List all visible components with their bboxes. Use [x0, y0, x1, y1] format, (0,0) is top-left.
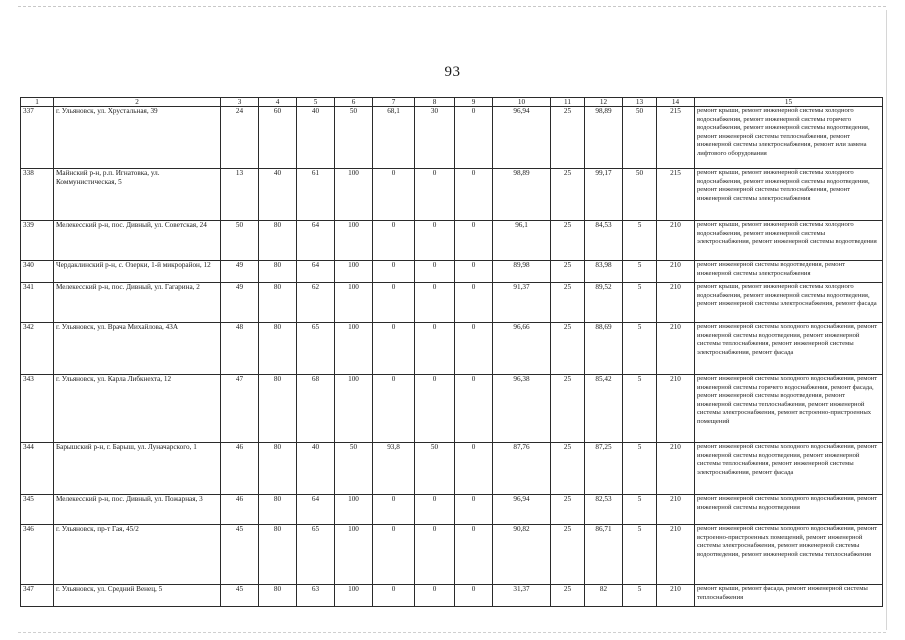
table-cell: 100	[335, 495, 373, 525]
table-row	[21, 443, 883, 495]
column-header-11: 11	[551, 98, 585, 107]
table-cell: 0	[373, 221, 415, 261]
table-cell: 25	[551, 585, 585, 607]
table-cell: 80	[259, 323, 297, 375]
column-header-6: 6	[335, 98, 373, 107]
table-cell: 100	[335, 261, 373, 283]
table-cell: 65	[297, 525, 335, 585]
works-cell: ремонт крыши, ремонт инженерной системы холодного водоснабжения, ремонт инженерной системы горячего водоснабжения, ремонт инженерной системы водоотведения, ремонт инженерной системы теплоснабжения, ремонт инженерной системы электроснабжения, ремонт или замена лифтового оборудования	[695, 107, 883, 169]
table-cell: 100	[335, 283, 373, 323]
scan-right-edge	[886, 10, 887, 630]
table-cell: 89,52	[585, 283, 623, 323]
table-cell: 0	[455, 495, 493, 525]
works-cell: ремонт крыши, ремонт инженерной системы холодного водоснабжения, ремонт инженерной системы водоотведения, ремонт инженерной системы теплоснабжения, ремонт инженерной системы электроснабжения	[695, 169, 883, 221]
address-cell: Мелекесский р-н, пос. Дивный, ул. Гагарина, 2	[54, 283, 221, 323]
table-cell: 83,98	[585, 261, 623, 283]
table-cell: 96,66	[493, 323, 551, 375]
row-number-cell: 340	[21, 261, 54, 283]
table-cell: 0	[415, 323, 455, 375]
address-cell: Чердаклинский р-н, с. Озерки, 1-й микрорайон, 12	[54, 261, 221, 283]
table-cell: 96,94	[493, 495, 551, 525]
table-cell: 40	[297, 443, 335, 495]
table-cell: 68	[297, 375, 335, 443]
table-cell: 0	[373, 525, 415, 585]
column-header-8: 8	[415, 98, 455, 107]
table-cell: 50	[623, 169, 657, 221]
table-cell: 90,82	[493, 525, 551, 585]
table-cell: 64	[297, 261, 335, 283]
table-row	[21, 585, 883, 607]
table-cell: 0	[455, 169, 493, 221]
table-cell: 0	[455, 221, 493, 261]
table-cell: 100	[335, 375, 373, 443]
table-cell: 0	[373, 169, 415, 221]
column-header-7: 7	[373, 98, 415, 107]
table-cell: 84,53	[585, 221, 623, 261]
table-cell: 0	[415, 221, 455, 261]
table-cell: 210	[657, 261, 695, 283]
address-cell: г. Ульяновск, ул. Хрустальная, 39	[54, 107, 221, 169]
table-cell: 5	[623, 261, 657, 283]
column-header-12: 12	[585, 98, 623, 107]
table-row	[21, 283, 883, 323]
table-cell: 47	[221, 375, 259, 443]
table-cell: 60	[259, 107, 297, 169]
table-cell: 0	[373, 495, 415, 525]
table-cell: 5	[623, 495, 657, 525]
table-cell: 215	[657, 107, 695, 169]
works-cell: ремонт инженерной системы холодного водоснабжения, ремонт встроенно-пристроенных помещений, ремонт инженерной системы электроснабжения, ремонт инженерной системы водоотведения, ремонт инженерной системы теплоснабжения	[695, 525, 883, 585]
table-cell: 210	[657, 585, 695, 607]
table-cell: 210	[657, 525, 695, 585]
table-cell: 0	[415, 525, 455, 585]
table-cell: 25	[551, 261, 585, 283]
repair-program-table	[20, 97, 883, 607]
works-cell: ремонт инженерной системы холодного водоснабжения, ремонт инженерной системы водоотведения, ремонт инженерной системы теплоснабжения, ремонт инженерной системы электроснабжения, ремонт фасада	[695, 443, 883, 495]
works-cell: ремонт крыши, ремонт инженерной системы холодного водоснабжения, ремонт инженерной системы водоотведения, ремонт инженерной системы электроснабжения, ремонт фасада	[695, 283, 883, 323]
table-cell: 80	[259, 375, 297, 443]
column-header-2: 2	[54, 98, 221, 107]
table-cell: 0	[415, 375, 455, 443]
table-cell: 63	[297, 585, 335, 607]
scan-bottom-edge	[18, 632, 886, 633]
table-cell: 0	[373, 585, 415, 607]
table-cell: 0	[415, 585, 455, 607]
row-number-cell: 346	[21, 525, 54, 585]
table-cell: 100	[335, 525, 373, 585]
row-number-cell: 345	[21, 495, 54, 525]
table-cell: 0	[373, 283, 415, 323]
column-header-9: 9	[455, 98, 493, 107]
table-cell: 91,37	[493, 283, 551, 323]
address-cell: г. Ульяновск, ул. Врача Михайлова, 43А	[54, 323, 221, 375]
scan-top-edge	[18, 6, 886, 7]
table-cell: 25	[551, 221, 585, 261]
table-cell: 45	[221, 585, 259, 607]
table-cell: 31,37	[493, 585, 551, 607]
table-cell: 64	[297, 221, 335, 261]
table-cell: 25	[551, 375, 585, 443]
table-cell: 210	[657, 495, 695, 525]
table-cell: 49	[221, 261, 259, 283]
table-cell: 210	[657, 283, 695, 323]
table-cell: 80	[259, 495, 297, 525]
table-cell: 5	[623, 525, 657, 585]
table-cell: 210	[657, 375, 695, 443]
row-number-cell: 342	[21, 323, 54, 375]
column-header-15: 15	[695, 98, 883, 107]
table-cell: 98,89	[585, 107, 623, 169]
table-cell: 0	[373, 375, 415, 443]
table-cell: 64	[297, 495, 335, 525]
table-row	[21, 221, 883, 261]
table-cell: 46	[221, 443, 259, 495]
column-header-3: 3	[221, 98, 259, 107]
table-cell: 89,98	[493, 261, 551, 283]
table-cell: 80	[259, 443, 297, 495]
row-number-cell: 343	[21, 375, 54, 443]
table-row	[21, 375, 883, 443]
table-cell: 80	[259, 585, 297, 607]
table-cell: 25	[551, 443, 585, 495]
table-cell: 0	[455, 585, 493, 607]
table-cell: 0	[455, 261, 493, 283]
works-cell: ремонт инженерной системы холодного водоснабжения, ремонт инженерной системы водоотведения	[695, 495, 883, 525]
table-cell: 40	[297, 107, 335, 169]
table-cell: 82	[585, 585, 623, 607]
table-cell: 0	[415, 495, 455, 525]
table-cell: 50	[221, 221, 259, 261]
works-cell: ремонт крыши, ремонт инженерной системы холодного водоснабжения, ремонт инженерной системы электроснабжения, ремонт инженерной системы водоотведения	[695, 221, 883, 261]
table-cell: 25	[551, 169, 585, 221]
table-cell: 0	[455, 283, 493, 323]
table-cell: 0	[455, 107, 493, 169]
column-header-13: 13	[623, 98, 657, 107]
table-cell: 0	[373, 261, 415, 283]
table-cell: 0	[455, 525, 493, 585]
table-cell: 0	[455, 375, 493, 443]
table-cell: 13	[221, 169, 259, 221]
table-cell: 80	[259, 261, 297, 283]
row-number-cell: 338	[21, 169, 54, 221]
table-cell: 87,76	[493, 443, 551, 495]
table-row	[21, 323, 883, 375]
table-cell: 45	[221, 525, 259, 585]
table-cell: 50	[335, 443, 373, 495]
table-cell: 0	[415, 169, 455, 221]
table-cell: 68,1	[373, 107, 415, 169]
table-cell: 82,53	[585, 495, 623, 525]
table-cell: 215	[657, 169, 695, 221]
table-cell: 87,25	[585, 443, 623, 495]
table-cell: 25	[551, 283, 585, 323]
works-cell: ремонт инженерной системы холодного водоснабжения, ремонт инженерной системы горячего водоснабжения, ремонт фасада, ремонт инженерной системы водоотведения, ремонт инженерной системы теплоснабжения, ремонт инженерной системы электроснабжения, ремонт встроенно-пристроенных помещений	[695, 375, 883, 443]
table-cell: 48	[221, 323, 259, 375]
table-body	[21, 107, 883, 607]
row-number-cell: 337	[21, 107, 54, 169]
table-cell: 88,69	[585, 323, 623, 375]
table-cell: 210	[657, 323, 695, 375]
table-cell: 96,1	[493, 221, 551, 261]
table-cell: 46	[221, 495, 259, 525]
table-cell: 25	[551, 323, 585, 375]
table-cell: 80	[259, 283, 297, 323]
table-cell: 0	[415, 261, 455, 283]
table-cell: 210	[657, 443, 695, 495]
table-cell: 50	[623, 107, 657, 169]
table-cell: 210	[657, 221, 695, 261]
column-header-14: 14	[657, 98, 695, 107]
row-number-cell: 344	[21, 443, 54, 495]
table-cell: 24	[221, 107, 259, 169]
address-cell: Барышский р-н, г. Барыш, ул. Луначарского, 1	[54, 443, 221, 495]
column-header-4: 4	[259, 98, 297, 107]
table-cell: 99,17	[585, 169, 623, 221]
table-cell: 93,8	[373, 443, 415, 495]
table-cell: 100	[335, 169, 373, 221]
table-cell: 86,71	[585, 525, 623, 585]
row-number-cell: 347	[21, 585, 54, 607]
table-header-row	[21, 98, 883, 107]
table-cell: 100	[335, 221, 373, 261]
works-cell: ремонт крыши, ремонт фасада, ремонт инженерной системы теплоснабжения	[695, 585, 883, 607]
address-cell: г. Ульяновск, пр-т Гая, 45/2	[54, 525, 221, 585]
works-cell: ремонт инженерной системы водоотведения, ремонт инженерной системы электроснабжения	[695, 261, 883, 283]
table-cell: 80	[259, 221, 297, 261]
table-row	[21, 525, 883, 585]
table-cell: 25	[551, 525, 585, 585]
table-cell: 61	[297, 169, 335, 221]
address-cell: г. Ульяновск, ул. Средний Венец, 5	[54, 585, 221, 607]
address-cell: г. Ульяновск, ул. Карла Либкнехта, 12	[54, 375, 221, 443]
table-cell: 62	[297, 283, 335, 323]
page-number: 93	[444, 64, 461, 80]
table-cell: 5	[623, 585, 657, 607]
table-cell: 5	[623, 443, 657, 495]
column-header-1: 1	[21, 98, 54, 107]
table-cell: 80	[259, 525, 297, 585]
address-cell: Мелекесский р-н, пос. Дивный, ул. Пожарная, 3	[54, 495, 221, 525]
table-cell: 40	[259, 169, 297, 221]
table-row	[21, 107, 883, 169]
table-cell: 100	[335, 585, 373, 607]
table-cell: 0	[455, 443, 493, 495]
address-cell: Мелекесский р-н, пос. Дивный, ул. Советская, 24	[54, 221, 221, 261]
table-cell: 96,94	[493, 107, 551, 169]
table-cell: 0	[415, 283, 455, 323]
table-cell: 5	[623, 375, 657, 443]
table-cell: 0	[373, 323, 415, 375]
table-cell: 0	[455, 323, 493, 375]
table-cell: 98,89	[493, 169, 551, 221]
table-cell: 49	[221, 283, 259, 323]
table-cell: 65	[297, 323, 335, 375]
table-cell: 50	[415, 443, 455, 495]
table-cell: 100	[335, 323, 373, 375]
table-row	[21, 169, 883, 221]
table-cell: 85,42	[585, 375, 623, 443]
table-cell: 5	[623, 221, 657, 261]
table-cell: 5	[623, 323, 657, 375]
table-row	[21, 261, 883, 283]
column-header-10: 10	[493, 98, 551, 107]
row-number-cell: 339	[21, 221, 54, 261]
column-header-5: 5	[297, 98, 335, 107]
address-cell: Майнский р-н, р.п. Игнатовка, ул. Коммунистическая, 5	[54, 169, 221, 221]
table-cell: 50	[335, 107, 373, 169]
table-cell: 25	[551, 107, 585, 169]
table-cell: 96,38	[493, 375, 551, 443]
table-cell: 5	[623, 283, 657, 323]
table-row	[21, 495, 883, 525]
table-cell: 25	[551, 495, 585, 525]
works-cell: ремонт инженерной системы холодного водоснабжения, ремонт инженерной системы водоотведения, ремонт инженерной системы теплоснабжения, ремонт инженерной системы электроснабжения, ремонт фасада	[695, 323, 883, 375]
table-cell: 30	[415, 107, 455, 169]
row-number-cell: 341	[21, 283, 54, 323]
